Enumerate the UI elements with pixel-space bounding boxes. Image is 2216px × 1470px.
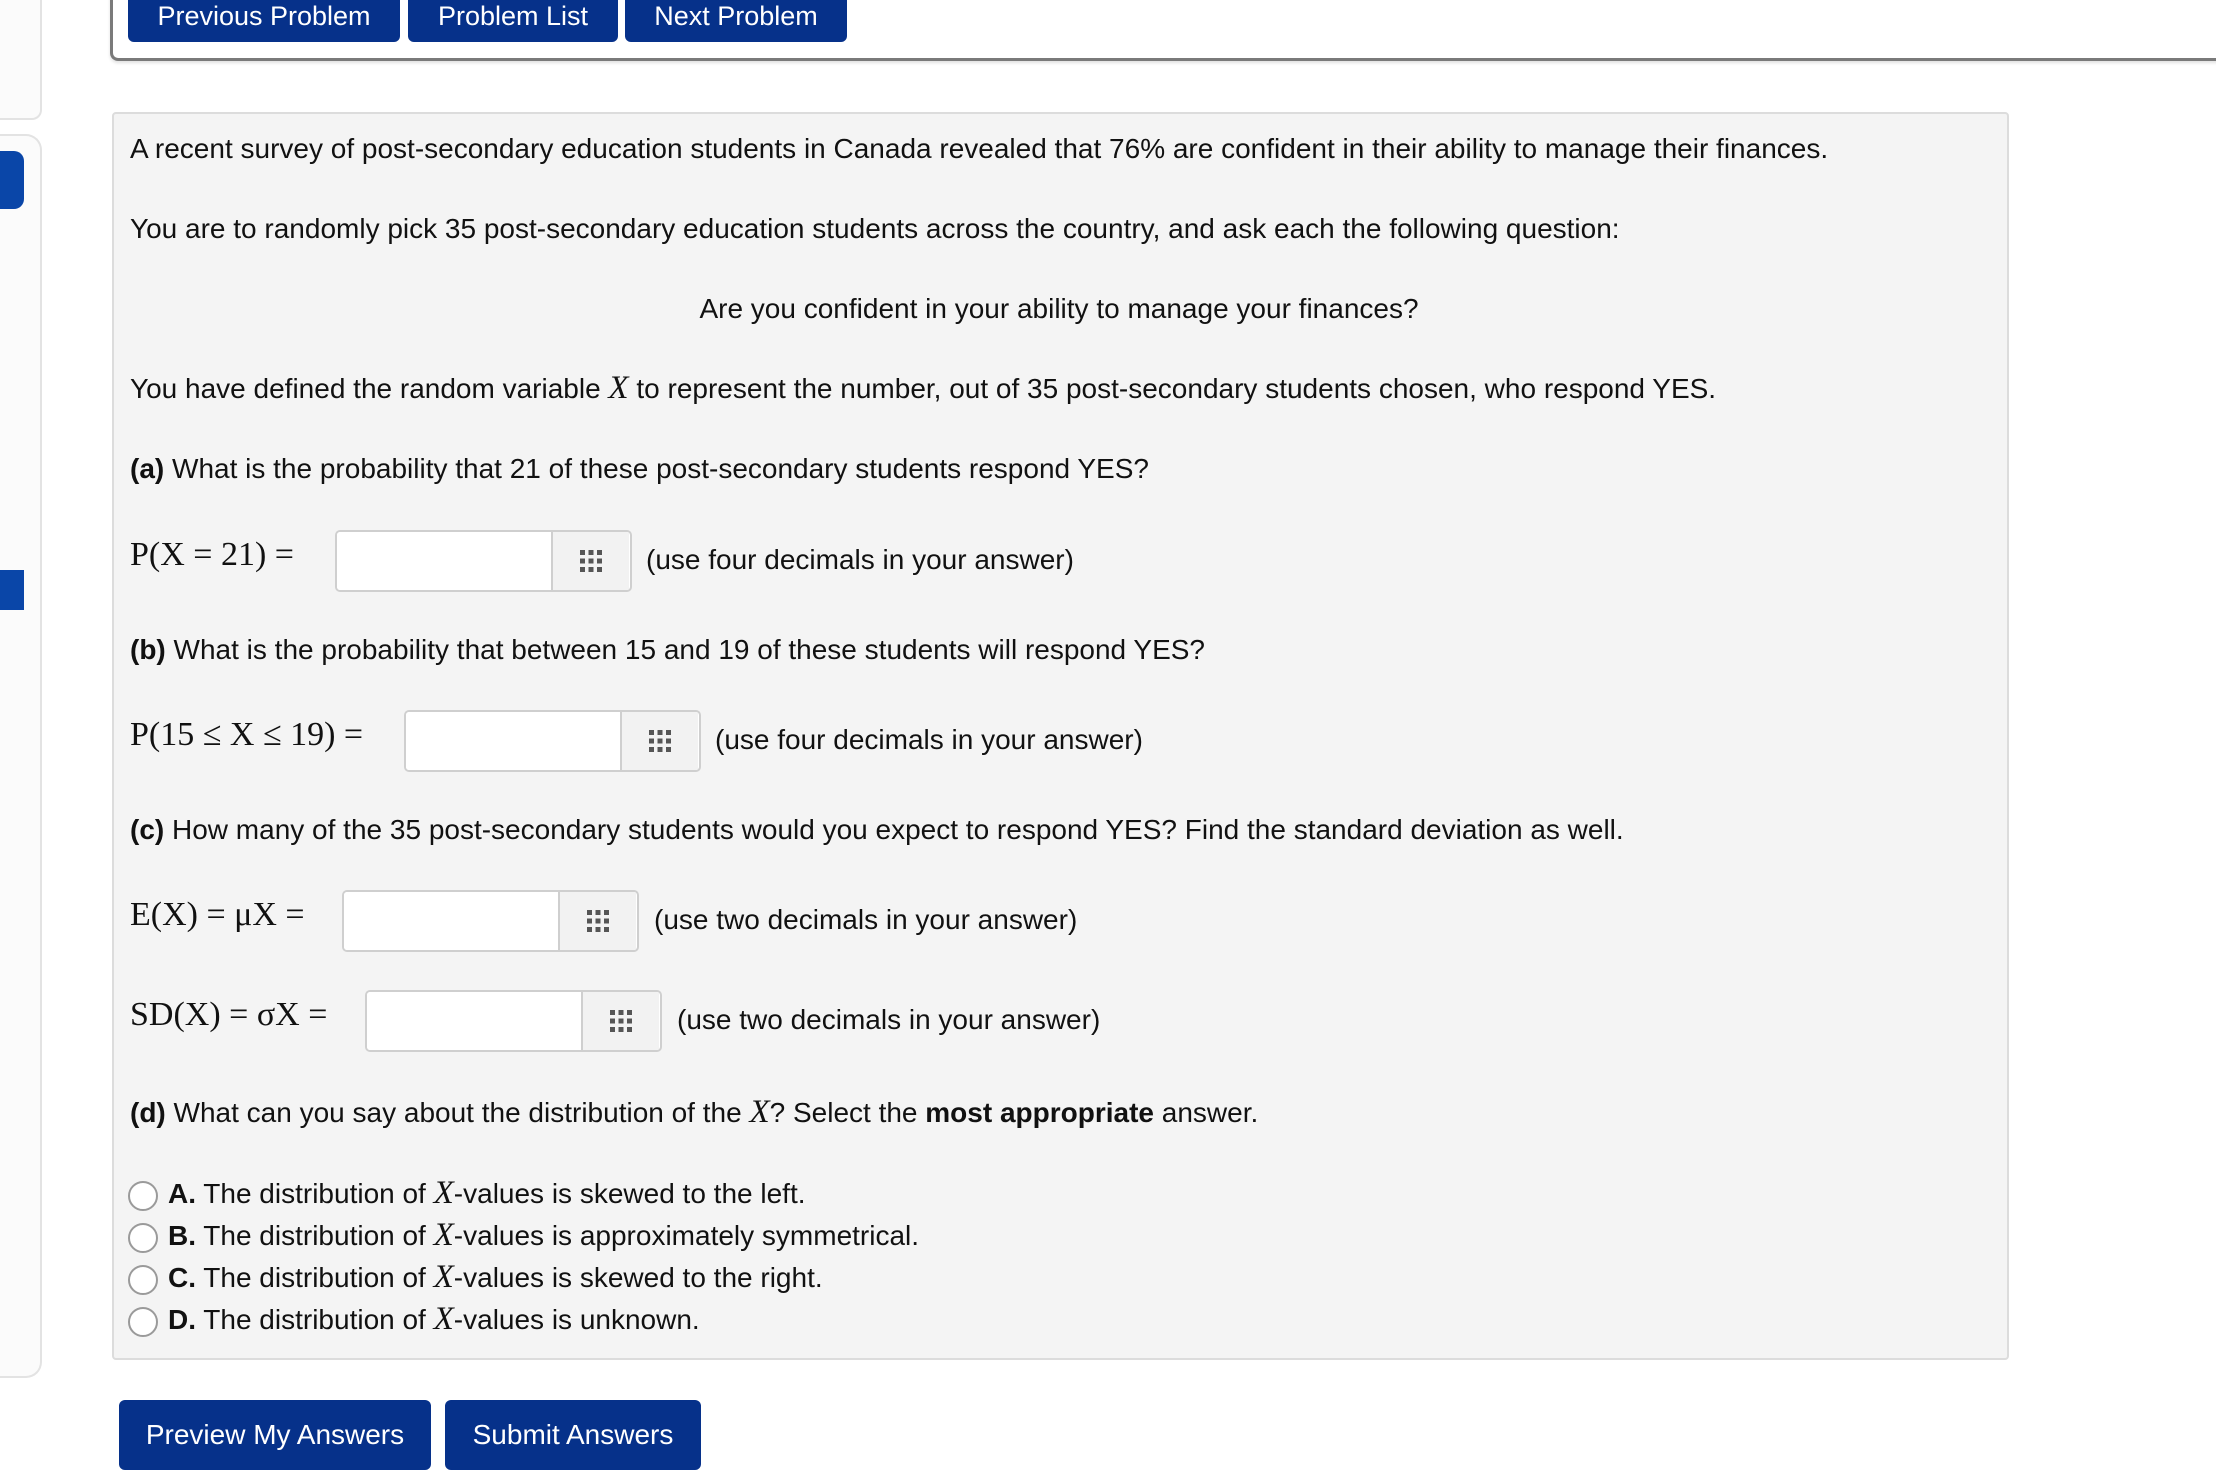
choice-a-label[interactable] (168, 1175, 806, 1212)
choice-b-label[interactable] (168, 1217, 919, 1254)
part-d-text-pre: What can you say about the distribution of the (165, 1097, 750, 1128)
choice-c-pre: The distribution of (196, 1262, 434, 1293)
grid-keyboard-icon (609, 1009, 633, 1033)
part-a-tag: (a) (130, 453, 165, 484)
choice-b-var: X (433, 1217, 454, 1253)
choice-c-var: X (433, 1259, 454, 1295)
choice-d-letter: D. (168, 1304, 196, 1335)
part-d-text-bold: most appropriate (925, 1097, 1154, 1128)
sidebar-active-marker[interactable] (0, 151, 24, 209)
part-c-mean-keyboard-button[interactable] (558, 892, 636, 950)
part-b-answer-field (404, 710, 701, 772)
part-c-sd-keyboard-button[interactable] (581, 992, 659, 1050)
choice-b-pre: The distribution of (196, 1220, 434, 1251)
variable-definition (130, 370, 1716, 407)
choice-a-var: X (433, 1175, 454, 1211)
choice-d-radio[interactable] (128, 1307, 158, 1337)
choice-c-letter: C. (168, 1262, 196, 1293)
choice-c-post: -values is skewed to the right. (453, 1262, 823, 1293)
part-c-mean-hint: (use two decimals in your answer) (654, 904, 1078, 935)
definition-pre: You have defined the random variable (130, 373, 609, 404)
part-a-lhs: P(X = 21) = (130, 536, 294, 573)
choice-a-post: -values is skewed to the left. (453, 1178, 806, 1209)
grid-keyboard-icon (586, 909, 610, 933)
part-b-text: What is the probability that between 15 and 19 of these students will respond YES? (165, 634, 1206, 665)
preview-answers-button[interactable]: Preview My Answers (119, 1400, 431, 1470)
part-c-text: How many of the 35 post-secondary students would you expect to respond YES? Find the standard deviation as well. (164, 814, 1624, 845)
part-c-sd-input[interactable] (367, 992, 581, 1050)
left-rail-top (0, 0, 42, 120)
previous-problem-button[interactable]: Previous Problem (128, 0, 400, 42)
choice-c-radio[interactable] (128, 1265, 158, 1295)
part-d-tag: (d) (130, 1097, 166, 1128)
part-b-answer-input[interactable] (406, 712, 620, 770)
part-a-question (130, 453, 1149, 485)
part-c-mean-lhs: E(X) = μX = (130, 896, 305, 933)
choice-b-post: -values is approximately symmetrical. (453, 1220, 920, 1251)
part-a-keyboard-button[interactable] (551, 532, 629, 590)
part-b-tag: (b) (130, 634, 166, 665)
problem-intro: A recent survey of post-secondary education students in Canada revealed that 76% are confident in their ability to manage their finances. (130, 133, 1829, 164)
grid-keyboard-icon (579, 549, 603, 573)
part-d-text-mid: ? Select the (769, 1097, 926, 1128)
part-c-sd-field (365, 990, 662, 1052)
part-a-answer-field (335, 530, 632, 592)
definition-post: to represent the number, out of 35 post-secondary students chosen, who respond YES. (628, 373, 1717, 404)
choice-a-pre: The distribution of (196, 1178, 434, 1209)
part-c-tag: (c) (130, 814, 165, 845)
part-b-question (130, 634, 1205, 666)
variable-x: X (608, 370, 629, 406)
part-c-sd-lhs: SD(X) = σX = (130, 996, 328, 1033)
part-c-sd-hint: (use two decimals in your answer) (677, 1004, 1101, 1035)
part-b-hint: (use four decimals in your answer) (715, 724, 1143, 755)
part-c-question (130, 814, 1624, 846)
part-d-question (130, 1094, 1258, 1131)
choice-d-label[interactable] (168, 1301, 700, 1338)
choice-d-var: X (433, 1301, 454, 1337)
part-a-hint: (use four decimals in your answer) (646, 544, 1074, 575)
survey-question: Are you confident in your ability to manage your finances? (699, 293, 1419, 324)
choice-b-letter: B. (168, 1220, 196, 1251)
submit-answers-button[interactable]: Submit Answers (445, 1400, 701, 1470)
sidebar-marker[interactable] (0, 570, 24, 610)
choice-b-radio[interactable] (128, 1223, 158, 1253)
part-d-variable: X (749, 1094, 770, 1130)
choice-a-letter: A. (168, 1178, 196, 1209)
part-a-text: What is the probability that 21 of these post-secondary students respond YES? (164, 453, 1149, 484)
choice-d-post: -values is unknown. (453, 1304, 700, 1335)
problem-instruction: You are to randomly pick 35 post-secondary education students across the country, and ask each the following question: (130, 213, 1620, 244)
part-d-text-post: answer. (1153, 1097, 1259, 1128)
choice-d-pre: The distribution of (196, 1304, 434, 1335)
part-c-mean-field (342, 890, 639, 952)
next-problem-button[interactable]: Next Problem (625, 0, 847, 42)
grid-keyboard-icon (648, 729, 672, 753)
choice-c-label[interactable] (168, 1259, 823, 1296)
part-b-lhs: P(15 ≤ X ≤ 19) = (130, 716, 364, 753)
part-c-mean-input[interactable] (344, 892, 558, 950)
problem-list-button[interactable]: Problem List (408, 0, 618, 42)
choice-a-radio[interactable] (128, 1181, 158, 1211)
part-b-keyboard-button[interactable] (620, 712, 698, 770)
part-a-answer-input[interactable] (337, 532, 551, 590)
